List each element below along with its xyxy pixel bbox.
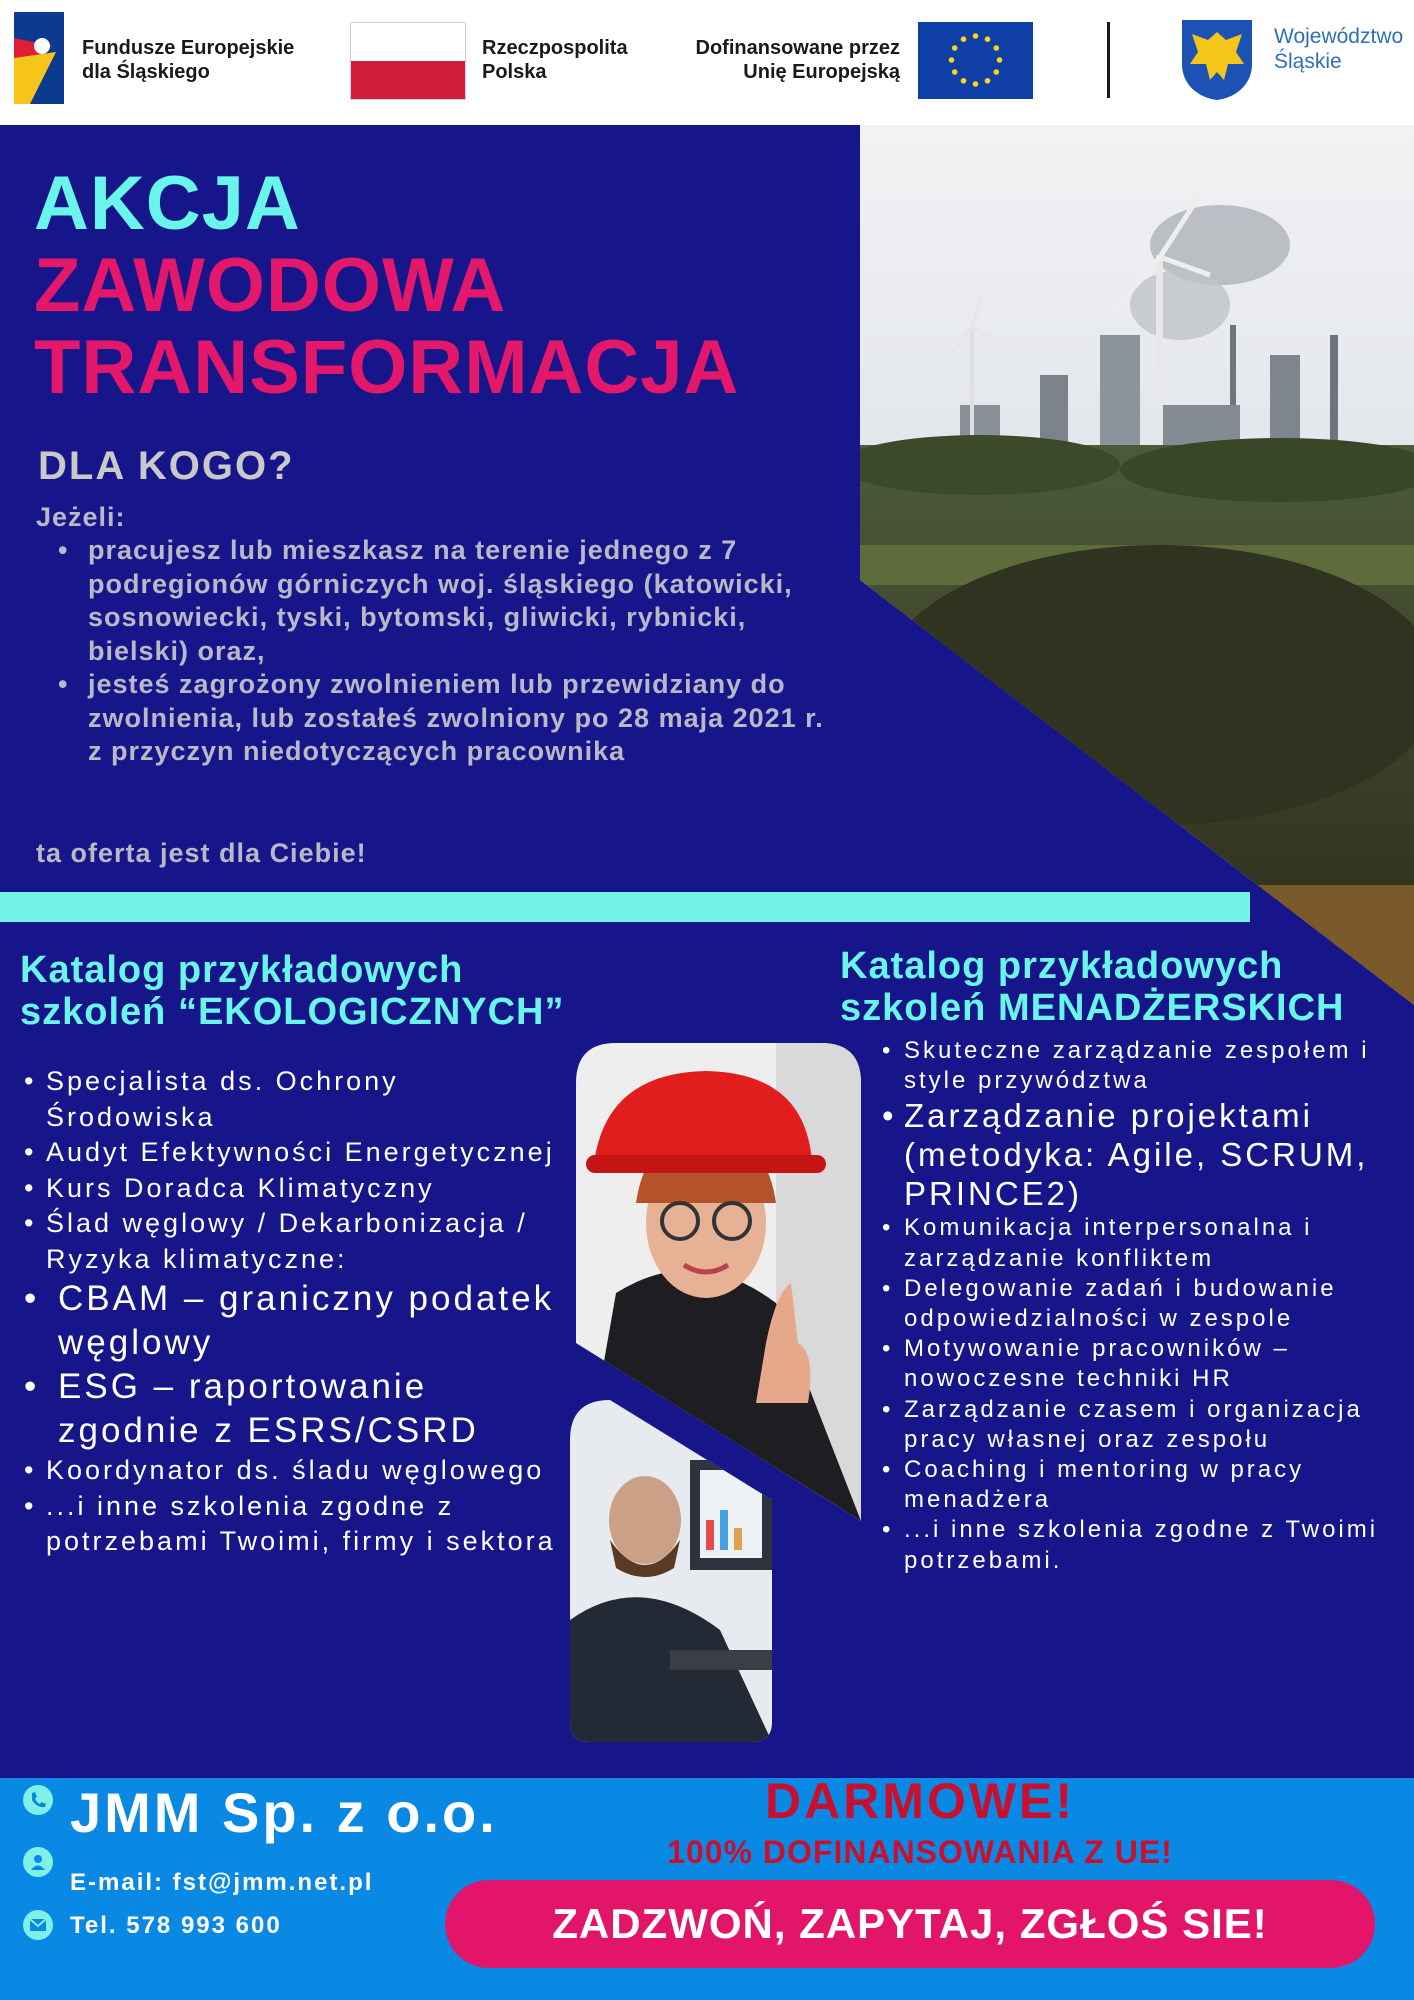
funding-banner: 100% DOFINANSOWANIA Z UE!	[667, 1834, 1173, 1870]
logo-divider	[1107, 22, 1110, 98]
industrial-landscape-image	[860, 125, 1414, 1005]
mgr-course-item: • Motywowanie pracowników – nowoczesne techniki HR	[878, 1334, 1398, 1394]
company-name: JMM Sp. z o.o.	[70, 1781, 498, 1844]
eco-course-item: • Specjalista ds. Ochrony Środowiska	[20, 1064, 560, 1135]
mgr-course-item: • Komunikacja interpersonalna i zarządzanie konfliktem	[878, 1213, 1398, 1273]
eco-course-item: • Koordynator ds. śladu węglowego	[20, 1453, 560, 1489]
logo-bar	[0, 0, 1414, 125]
title-line-2: ZAWODOWA	[34, 243, 507, 328]
title-line-1: AKCJA	[34, 161, 301, 246]
eco-catalog-title: Katalog przykładowych szkoleń “EKOLOGICZNYCH”	[20, 949, 565, 1033]
condition-item: • pracujesz lub mieszkasz na terenie jednego z 7 podregionów górniczych woj. śląskiego (katowicki, sosnowiecki, tyski, bytomski, gliwicki, rybnicki, bielski) oraz,	[56, 534, 826, 668]
mgr-course-item: • Delegowanie zadań i budowanie odpowiedzialności w zespole	[878, 1274, 1398, 1334]
mgr-course-list	[878, 1036, 1398, 1576]
title-line-3: TRANSFORMACJA	[34, 325, 740, 410]
eco-course-item: • Kurs Doradca Klimatyczny	[20, 1171, 560, 1207]
email-icon[interactable]	[22, 1909, 54, 1941]
eco-course-item: • CBAM – graniczny podatek węglowy	[20, 1277, 560, 1365]
eco-course-item: • Ślad węglowy / Dekarbonizacja / Ryzyka klimatyczne:	[20, 1206, 560, 1277]
call-to-action-button[interactable]: ZADZWOŃ, ZAPYTAJ, ZGŁOŚ SIE!	[445, 1880, 1375, 1968]
mgr-course-item: • Zarządzanie czasem i organizacja pracy własnej oraz zespołu	[878, 1395, 1398, 1455]
eu-logo-text: Dofinansowane przez Unię Europejską	[695, 37, 900, 83]
eco-course-item: • ...i inne szkolenia zgodne z potrzebami Twoimi, firmy i sektora	[20, 1489, 560, 1560]
condition-item: • jesteś zagrożony zwolnieniem lub przewidziany do zwolnienia, lub zostałeś zwolniony po 28 maja 2021 r. z przyczyn niedotyczących pracownika	[56, 668, 826, 769]
mgr-course-item: • Coaching i mentoring w pracy menadżera	[878, 1455, 1398, 1515]
mgr-course-item: • Skuteczne zarządzanie zespołem i style przywództwa	[878, 1036, 1398, 1096]
mgr-course-item: • Zarządzanie projektami (metodyka: Agile, SCRUM, PRINCE2)	[878, 1096, 1398, 1213]
email-link[interactable]: E-mail: fst@jmm.net.pl	[70, 1869, 374, 1896]
polish-flag-icon	[350, 22, 466, 100]
fe-logo-text: Fundusze Europejskie dla Śląskiego	[82, 37, 295, 83]
eu-flag-icon	[918, 22, 1033, 99]
accent-stripe	[0, 892, 1250, 922]
free-banner: DARMOWE!	[764, 1773, 1076, 1829]
fe-logo-icon	[12, 8, 66, 108]
region-logo-text: Województwo Śląskie	[1274, 25, 1404, 73]
offer-text: ta oferta jest dla Ciebie!	[36, 838, 367, 868]
pl-logo-text: Rzeczpospolita Polska	[482, 37, 628, 83]
phone-link[interactable]: Tel. 578 993 600	[70, 1912, 282, 1939]
eco-course-item: • ESG – raportowanie zgodnie z ESRS/CSRD	[20, 1365, 560, 1453]
eco-course-list	[20, 1064, 560, 1560]
location-icon	[22, 1846, 54, 1878]
phone-icon[interactable]	[22, 1784, 54, 1816]
silesia-coat-icon	[1180, 18, 1254, 102]
if-label: Jeżeli:	[36, 502, 126, 532]
for-whom-heading: DLA KOGO?	[38, 444, 295, 488]
page-title	[34, 163, 739, 409]
eco-course-item: • Audyt Efektywności Energetycznej	[20, 1135, 560, 1171]
conditions-list	[56, 534, 826, 769]
man-at-computer-photo	[570, 1400, 772, 1742]
mgr-course-item: • ...i inne szkolenia zgodne z Twoimi potrzebami.	[878, 1515, 1398, 1575]
mgr-catalog-title: Katalog przykładowych szkoleń MENADŻERSKICH	[840, 945, 1345, 1029]
